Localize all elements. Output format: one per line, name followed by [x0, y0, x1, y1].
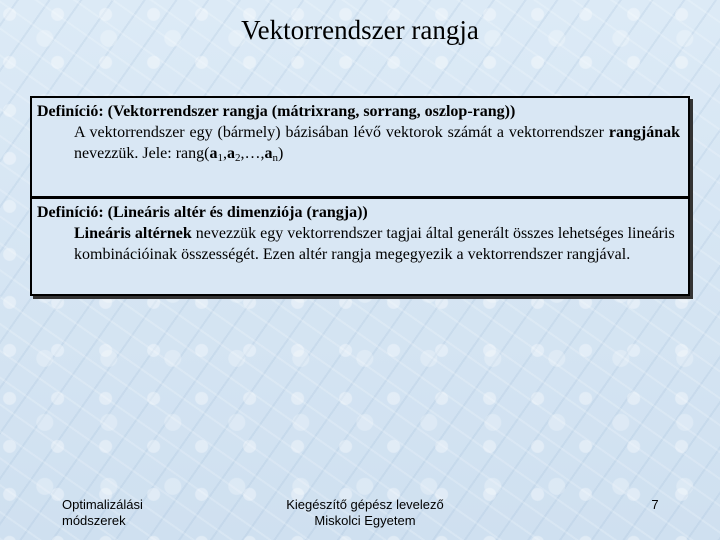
- footer-institution-line1: Kiegészítő gépész levelező: [286, 497, 444, 512]
- definition-text: nevezzük egy vektorrendszer tagjai által generált összes lehetséges lineáris kombinációinak összességét. Ezen altér rangja megegyezik a vektorrendszer rangjával.: [74, 225, 675, 263]
- footer-course-line1: Optimalizálási: [62, 497, 143, 512]
- definition-box-subspace: [30, 198, 690, 296]
- definition-body: [37, 223, 680, 265]
- definition-body: [37, 122, 680, 164]
- definition-text-notation: nevezzük. Jele: rang(: [74, 145, 210, 162]
- separator: ,: [222, 145, 227, 162]
- footer-course-line2: módszerek: [62, 513, 126, 528]
- footer-institution-line2: Miskolci Egyetem: [314, 513, 416, 528]
- slide-title: Vektorrendszer rangja: [241, 15, 479, 45]
- page-number: 7: [651, 497, 659, 512]
- footer-course: [62, 497, 192, 529]
- footer-institution: [270, 497, 460, 529]
- definition-box-rank: [30, 96, 690, 198]
- subscript-2: 2: [234, 152, 241, 164]
- closing-paren: ): [277, 145, 284, 162]
- definition-title: (Lineáris altér és dimenziója (rangja)): [107, 204, 368, 221]
- ellipsis-separator: ,…,: [240, 145, 265, 162]
- vector-a2: a: [226, 145, 235, 162]
- definition-label: Definíció:: [37, 204, 104, 221]
- definition-label: Definíció:: [37, 103, 104, 120]
- subscript-n: n: [272, 152, 278, 164]
- definition-title: (Vektorrendszer rangja (mátrixrang, sorrang, oszlop-rang)): [107, 103, 516, 120]
- definition-heading: [37, 101, 680, 122]
- definition-text: A vektorrendszer egy (bármely) bázisában lévő vektorok számát a vektorrendszer: [74, 124, 604, 141]
- vector-a1: a: [209, 145, 218, 162]
- definition-term: Lineáris altérnek: [74, 225, 192, 242]
- vector-an: a: [264, 145, 273, 162]
- subscript-1: 1: [217, 152, 223, 164]
- definition-heading: [37, 202, 680, 223]
- definition-term: rangjának: [608, 124, 681, 141]
